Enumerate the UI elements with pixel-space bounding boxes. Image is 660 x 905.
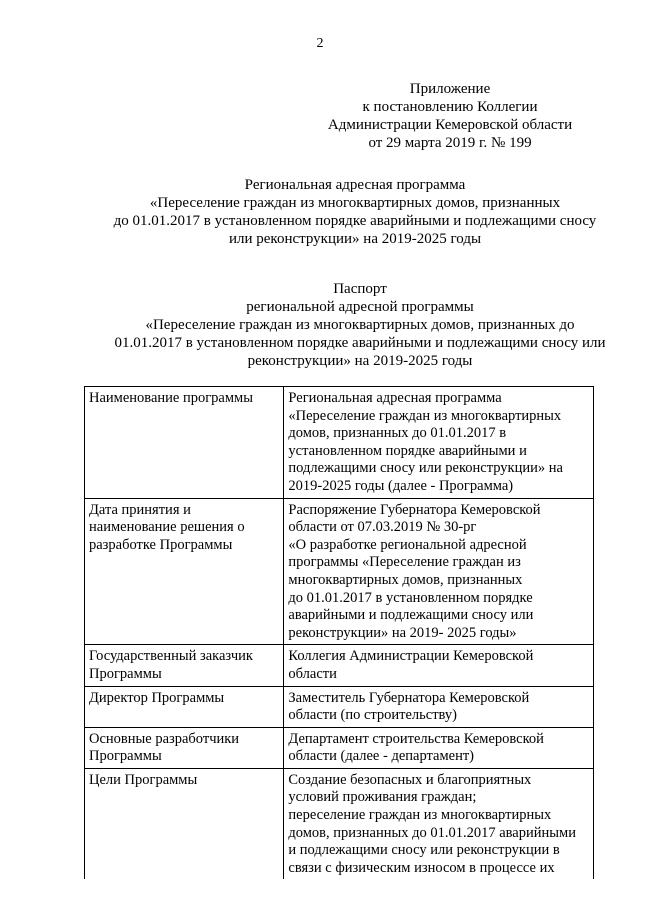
- row-label: [85, 645, 284, 686]
- cell-line: установленном порядке аварийными и: [288, 442, 527, 459]
- table-row-director: [85, 686, 594, 727]
- cell-line: Департамент строительства Кемеровской: [288, 730, 544, 747]
- passport-title-line: региональной адресной программы: [246, 299, 474, 315]
- cell-line: до 01.01.2017 в установленном порядке: [288, 589, 533, 606]
- cell-line: подлежащими сносу или реконструкции» на: [288, 460, 563, 477]
- cell-line: Коллегия Администрации Кемеровской: [288, 648, 534, 665]
- cell-line: аварийными и подлежащими сносу или: [288, 607, 534, 624]
- row-value: [284, 727, 594, 768]
- cell-line: Программы: [89, 748, 162, 765]
- table-row-goals: [85, 768, 594, 879]
- program-title: [60, 176, 650, 248]
- row-value: [284, 498, 594, 645]
- table-row-program-name: [85, 387, 594, 499]
- row-value: [284, 387, 594, 499]
- cell-line: многоквартирных домов, признанных: [288, 571, 523, 588]
- passport-title-line: 01.01.2017 в установленном порядке аварийными и подлежащими сносу или: [114, 335, 606, 351]
- cell-line: 2019-2025 годы (далее - Программа): [288, 477, 514, 494]
- program-title-line: Региональная адресная программа: [244, 177, 466, 193]
- row-label: [85, 498, 284, 645]
- cell-line: Заместитель Губернатора Кемеровской: [288, 689, 530, 706]
- appendix-header: [300, 80, 600, 152]
- cell-line: «Переселение граждан из многоквартирных: [288, 407, 562, 424]
- passport-title: [60, 280, 660, 370]
- appendix-line: Администрации Кемеровской области: [327, 117, 573, 133]
- cell-line: условий проживания граждан;: [288, 789, 477, 806]
- table-row-developers: [85, 727, 594, 768]
- passport-title-line: реконструкции» на 2019-2025 годы: [247, 353, 473, 369]
- cell-line: Директор Программы: [89, 689, 225, 706]
- row-value: [284, 686, 594, 727]
- appendix-line: к постановлению Коллегии: [362, 99, 538, 115]
- cell-line: Дата принятия и: [89, 501, 191, 518]
- cell-line: связи с физическим износом в процессе их: [288, 859, 555, 876]
- row-value: [284, 645, 594, 686]
- appendix-line: Приложение: [409, 81, 491, 97]
- row-label: [85, 768, 284, 879]
- row-label: [85, 727, 284, 768]
- cell-line: программы «Переселение граждан из: [288, 554, 521, 571]
- cell-line: наименование решения о: [89, 519, 245, 536]
- cell-line: Основные разработчики: [89, 730, 240, 747]
- cell-line: Распоряжение Губернатора Кемеровской: [288, 501, 541, 518]
- row-label: [85, 387, 284, 499]
- cell-line: Цели Программы: [89, 771, 198, 788]
- cell-line: «О разработке региональной адресной: [288, 536, 527, 553]
- cell-line: и подлежащими сносу или реконструкции в: [288, 842, 560, 859]
- cell-line: Региональная адресная программа: [288, 390, 502, 406]
- appendix-line: от 29 марта 2019 г. № 199: [368, 135, 532, 151]
- passport-table: [84, 386, 594, 879]
- cell-line: области (по строительству): [288, 707, 457, 724]
- cell-line: реконструкции» на 2019- 2025 годы»: [288, 624, 517, 641]
- cell-line: переселение граждан из многоквартирных: [288, 807, 552, 824]
- passport-title-line: Паспорт: [333, 281, 387, 297]
- cell-line: Программы: [89, 665, 162, 682]
- cell-line: Создание безопасных и благоприятных: [288, 771, 532, 788]
- cell-line: домов, признанных до 01.01.2017 аварийными: [288, 824, 576, 841]
- program-title-line: до 01.01.2017 в установленном порядке аварийными и подлежащими сносу: [113, 213, 597, 229]
- cell-line: области от 07.03.2019 № 30-рг: [288, 519, 477, 536]
- page-number: 2: [316, 36, 324, 51]
- program-title-line: или реконструкции» на 2019-2025 годы: [228, 231, 482, 247]
- cell-line: области (далее - департамент): [288, 748, 474, 765]
- cell-line: разработке Программы: [89, 536, 233, 553]
- program-title-line: «Переселение граждан из многоквартирных домов, признанных: [149, 195, 561, 211]
- table-row-customer: [85, 645, 594, 686]
- row-label: [85, 686, 284, 727]
- table-row-decision: [85, 498, 594, 645]
- cell-line: домов, признанных до 01.01.2017 в: [288, 425, 507, 442]
- row-value: [284, 768, 594, 879]
- cell-line: Наименование программы: [89, 390, 253, 406]
- passport-table-wrapper: [84, 386, 594, 876]
- cell-line: Государственный заказчик: [89, 648, 253, 665]
- passport-title-line: «Переселение граждан из многоквартирных домов, признанных до: [145, 317, 575, 333]
- cell-line: области: [288, 665, 337, 682]
